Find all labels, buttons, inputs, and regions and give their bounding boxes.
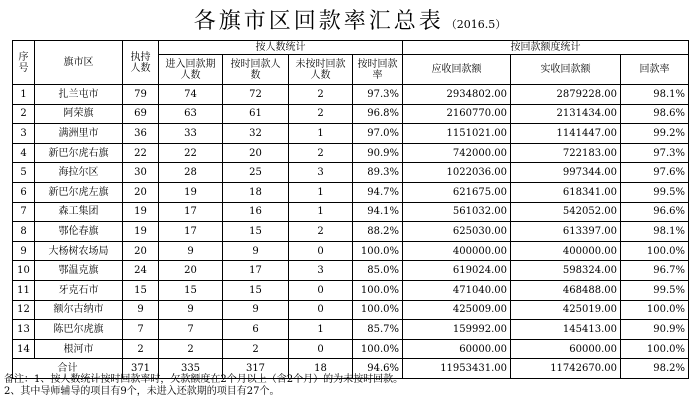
cell-seq: 11 (13, 280, 35, 300)
table-row (13, 202, 689, 222)
cell-holders: 79 (123, 85, 159, 105)
cell-not-ontime: 2 (289, 143, 353, 163)
report-title-row (0, 4, 700, 38)
cell-seq: 10 (13, 261, 35, 281)
cell-region: 牙克石市 (35, 280, 123, 300)
cell-not-ontime: 0 (289, 241, 353, 261)
cell-due: 2160770.00 (403, 104, 511, 124)
header-ontime: 按时回款人数 (223, 55, 289, 85)
cell-holders: 2 (123, 339, 159, 359)
cell-entered: 33 (159, 124, 223, 144)
note-line-2: 2、其中导师辅导的项目有9个，未进入还款期的项目有27个。 (4, 386, 280, 397)
total-due: 11953431.00 (403, 359, 511, 379)
cell-seq: 5 (13, 163, 35, 183)
cell-actual: 1141447.00 (511, 124, 621, 144)
cell-ontime: 16 (223, 202, 289, 222)
table-row (13, 339, 689, 359)
cell-not-ontime: 3 (289, 261, 353, 281)
cell-rate: 98.6% (621, 104, 689, 124)
cell-region: 扎兰屯市 (35, 85, 123, 105)
header-region: 旗市区 (35, 41, 123, 85)
cell-seq: 12 (13, 300, 35, 320)
cell-holders: 30 (123, 163, 159, 183)
total-rate: 98.2% (621, 359, 689, 379)
cell-ontime-rate: 85.0% (353, 261, 403, 281)
cell-due: 1022036.00 (403, 163, 511, 183)
cell-ontime-rate: 90.9% (353, 143, 403, 163)
total-entered: 335 (159, 359, 223, 379)
cell-ontime: 2 (223, 339, 289, 359)
cell-actual: 598324.00 (511, 261, 621, 281)
cell-entered: 17 (159, 202, 223, 222)
cell-ontime: 32 (223, 124, 289, 144)
table-row (13, 280, 689, 300)
cell-seq: 3 (13, 124, 35, 144)
cell-region: 新巴尔虎左旗 (35, 182, 123, 202)
cell-holders: 19 (123, 202, 159, 222)
cell-region: 大杨树农场局 (35, 241, 123, 261)
table-row (13, 104, 689, 124)
cell-ontime-rate: 85.7% (353, 320, 403, 340)
cell-holders: 22 (123, 143, 159, 163)
table-row (13, 182, 689, 202)
header-actual-amount: 实收回款额 (511, 55, 621, 85)
header-row-1 (13, 41, 689, 55)
table-row (13, 85, 689, 105)
cell-rate: 98.1% (621, 85, 689, 105)
cell-rate: 97.6% (621, 163, 689, 183)
header-by-people: 按人数统计 (159, 41, 403, 55)
cell-due: 625030.00 (403, 222, 511, 242)
cell-entered: 19 (159, 182, 223, 202)
cell-region: 鄂温克旗 (35, 261, 123, 281)
table-row (13, 261, 689, 281)
cell-region: 森工集团 (35, 202, 123, 222)
cell-seq: 8 (13, 222, 35, 242)
cell-holders: 15 (123, 280, 159, 300)
cell-due: 742000.00 (403, 143, 511, 163)
cell-holders: 36 (123, 124, 159, 144)
total-label: 合计 (13, 359, 123, 379)
header-not-ontime: 未按时回款人数 (289, 55, 353, 85)
cell-holders: 20 (123, 182, 159, 202)
cell-region: 阿荣旗 (35, 104, 123, 124)
total-actual: 11742670.00 (511, 359, 621, 379)
cell-ontime-rate: 96.8% (353, 104, 403, 124)
cell-ontime-rate: 94.7% (353, 182, 403, 202)
cell-actual: 425019.00 (511, 300, 621, 320)
cell-seq: 9 (13, 241, 35, 261)
cell-ontime-rate: 94.1% (353, 202, 403, 222)
cell-actual: 613397.00 (511, 222, 621, 242)
cell-entered: 74 (159, 85, 223, 105)
cell-not-ontime: 2 (289, 104, 353, 124)
cell-actual: 2131434.00 (511, 104, 621, 124)
cell-not-ontime: 1 (289, 320, 353, 340)
cell-actual: 997344.00 (511, 163, 621, 183)
cell-seq: 14 (13, 339, 35, 359)
cell-seq: 1 (13, 85, 35, 105)
cell-seq: 2 (13, 104, 35, 124)
cell-not-ontime: 2 (289, 85, 353, 105)
cell-seq: 7 (13, 202, 35, 222)
cell-holders: 7 (123, 320, 159, 340)
cell-ontime-rate: 97.0% (353, 124, 403, 144)
cell-entered: 9 (159, 300, 223, 320)
cell-actual: 400000.00 (511, 241, 621, 261)
total-ontime: 317 (223, 359, 289, 379)
cell-not-ontime: 0 (289, 300, 353, 320)
cell-actual: 2879228.00 (511, 85, 621, 105)
cell-actual: 468488.00 (511, 280, 621, 300)
cell-entered: 2 (159, 339, 223, 359)
table-row (13, 124, 689, 144)
header-amount-rate: 回款率 (621, 55, 689, 85)
cell-region: 鄂伦春旗 (35, 222, 123, 242)
cell-due: 619024.00 (403, 261, 511, 281)
cell-due: 60000.00 (403, 339, 511, 359)
cell-not-ontime: 0 (289, 280, 353, 300)
cell-holders: 69 (123, 104, 159, 124)
cell-due: 2934802.00 (403, 85, 511, 105)
total-ontime-rate: 94.6% (353, 359, 403, 379)
cell-actual: 618341.00 (511, 182, 621, 202)
cell-not-ontime: 3 (289, 163, 353, 183)
report-date: （2016.5） (445, 18, 507, 31)
cell-ontime: 18 (223, 182, 289, 202)
table-row (13, 320, 689, 340)
cell-holders: 24 (123, 261, 159, 281)
total-not-ontime: 18 (289, 359, 353, 379)
cell-ontime: 25 (223, 163, 289, 183)
cell-ontime-rate: 100.0% (353, 280, 403, 300)
cell-actual: 722183.00 (511, 143, 621, 163)
table-row (13, 163, 689, 183)
cell-ontime: 20 (223, 143, 289, 163)
header-holders: 执持人数 (123, 41, 159, 85)
cell-region: 海拉尔区 (35, 163, 123, 183)
cell-region: 满洲里市 (35, 124, 123, 144)
cell-seq: 4 (13, 143, 35, 163)
cell-rate: 100.0% (621, 241, 689, 261)
cell-rate: 96.7% (621, 261, 689, 281)
cell-ontime-rate: 97.3% (353, 85, 403, 105)
cell-due: 621675.00 (403, 182, 511, 202)
table-body (13, 85, 689, 379)
cell-not-ontime: 2 (289, 222, 353, 242)
cell-ontime-rate: 100.0% (353, 300, 403, 320)
cell-ontime-rate: 100.0% (353, 241, 403, 261)
cell-actual: 542052.00 (511, 202, 621, 222)
cell-entered: 9 (159, 241, 223, 261)
note-line-1: 备注：1、按人数统计按时回款率时，欠款额度在2个月以上（含2个月）的为未按时回款。 (4, 374, 404, 385)
header-by-amount: 按回款额度统计 (403, 41, 689, 55)
cell-entered: 63 (159, 104, 223, 124)
cell-due: 561032.00 (403, 202, 511, 222)
cell-ontime: 15 (223, 280, 289, 300)
cell-entered: 22 (159, 143, 223, 163)
report-title: 各旗市区回款率汇总表 (193, 9, 444, 34)
cell-due: 471040.00 (403, 280, 511, 300)
cell-holders: 20 (123, 241, 159, 261)
cell-ontime: 6 (223, 320, 289, 340)
header-seq: 序号 (13, 41, 35, 85)
cell-entered: 20 (159, 261, 223, 281)
cell-rate: 99.2% (621, 124, 689, 144)
cell-ontime: 17 (223, 261, 289, 281)
cell-ontime-rate: 88.2% (353, 222, 403, 242)
cell-actual: 145413.00 (511, 320, 621, 340)
cell-due: 1151021.00 (403, 124, 511, 144)
cell-entered: 15 (159, 280, 223, 300)
cell-ontime-rate: 89.3% (353, 163, 403, 183)
cell-not-ontime: 0 (289, 339, 353, 359)
cell-not-ontime: 1 (289, 182, 353, 202)
cell-seq: 13 (13, 320, 35, 340)
header-entered: 进入回款期人数 (159, 55, 223, 85)
cell-rate: 100.0% (621, 339, 689, 359)
cell-ontime-rate: 100.0% (353, 339, 403, 359)
cell-entered: 28 (159, 163, 223, 183)
cell-entered: 7 (159, 320, 223, 340)
cell-ontime: 9 (223, 241, 289, 261)
cell-entered: 17 (159, 222, 223, 242)
cell-due: 159992.00 (403, 320, 511, 340)
cell-rate: 99.5% (621, 280, 689, 300)
cell-not-ontime: 1 (289, 202, 353, 222)
cell-due: 400000.00 (403, 241, 511, 261)
cell-holders: 9 (123, 300, 159, 320)
cell-rate: 90.9% (621, 320, 689, 340)
cell-holders: 19 (123, 222, 159, 242)
summary-table (12, 40, 689, 379)
cell-region: 根河市 (35, 339, 123, 359)
header-ontime-rate: 按时回款率 (353, 55, 403, 85)
table-row (13, 222, 689, 242)
cell-region: 陈巴尔虎旗 (35, 320, 123, 340)
cell-rate: 99.5% (621, 182, 689, 202)
cell-seq: 6 (13, 182, 35, 202)
header-due-amount: 应收回款额 (403, 55, 511, 85)
notes (4, 374, 694, 398)
cell-ontime: 72 (223, 85, 289, 105)
table-row (13, 241, 689, 261)
cell-not-ontime: 1 (289, 124, 353, 144)
cell-rate: 98.1% (621, 222, 689, 242)
cell-rate: 97.3% (621, 143, 689, 163)
cell-ontime: 15 (223, 222, 289, 242)
table-row (13, 143, 689, 163)
cell-region: 新巴尔虎右旗 (35, 143, 123, 163)
table-row (13, 300, 689, 320)
cell-region: 额尔古纳市 (35, 300, 123, 320)
cell-rate: 100.0% (621, 300, 689, 320)
cell-actual: 60000.00 (511, 339, 621, 359)
total-holders: 371 (123, 359, 159, 379)
cell-due: 425009.00 (403, 300, 511, 320)
cell-ontime: 61 (223, 104, 289, 124)
cell-rate: 96.6% (621, 202, 689, 222)
cell-ontime: 9 (223, 300, 289, 320)
